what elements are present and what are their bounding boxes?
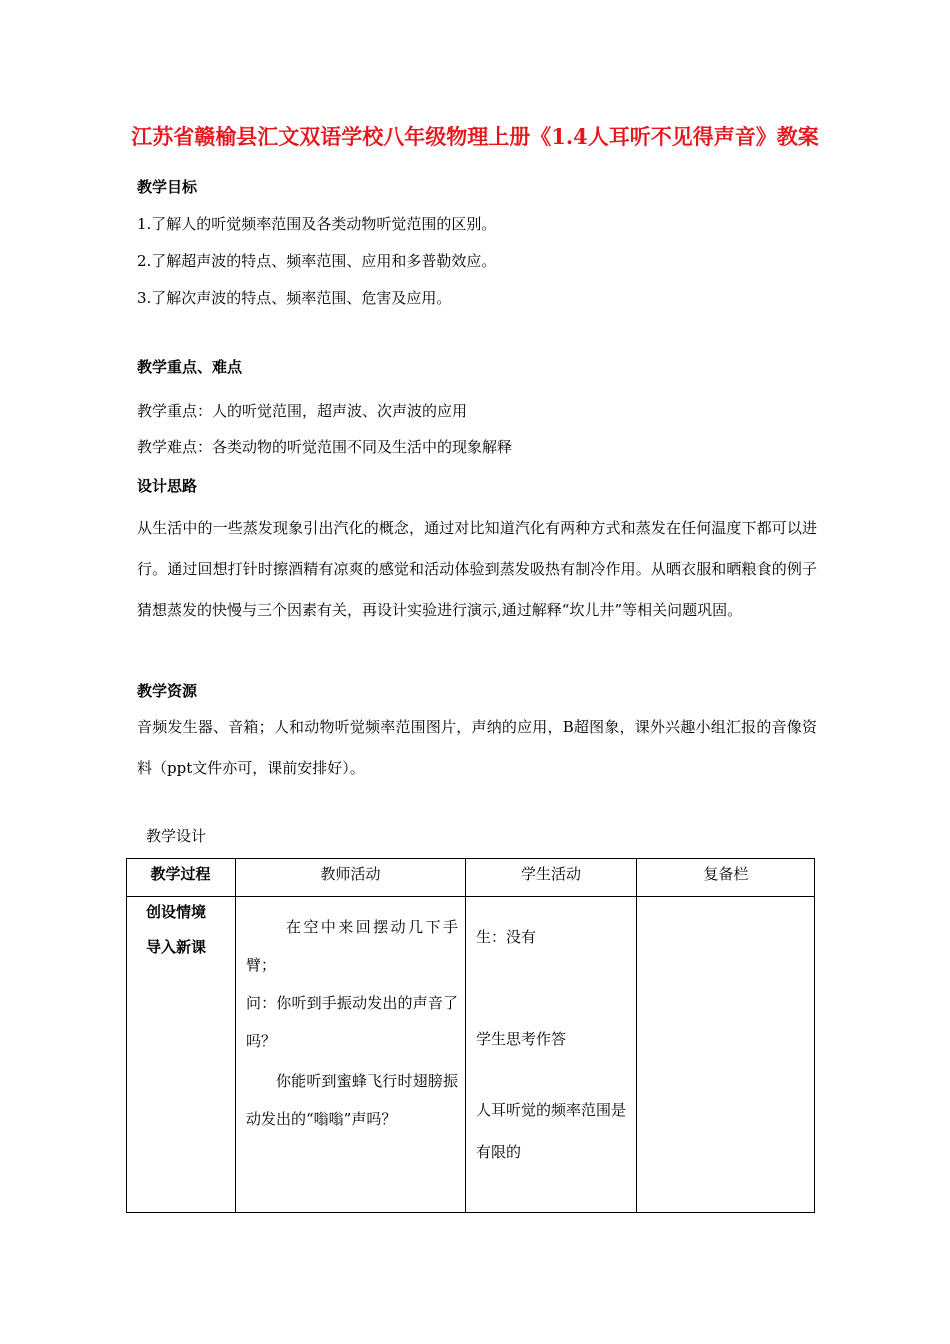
table-column-divider: [235, 858, 236, 1213]
student-activity-2: 学生思考作答: [476, 1030, 567, 1048]
teacher-activity-3: 你能听到蜜蜂飞行时翅膀振动发出的“嗡嗡”声吗？: [246, 1072, 458, 1128]
table-header-process: 教学过程: [150, 865, 211, 883]
key-points-heading: 教学重点、难点: [137, 358, 243, 376]
process-stage-line2: 导入新课: [146, 938, 207, 956]
process-stage-line1: 创设情境: [146, 903, 207, 921]
resources-text: 音频发生器、音箱；人和动物听觉频率范围图片，声纳的应用，B超图象，课外兴趣小组汇报的音像资料（ppt文件亦可，课前安排好）。: [137, 718, 817, 777]
page-title: 江苏省赣榆县汇文双语学校八年级物理上册《1.4人耳听不见得声音》教案: [131, 124, 819, 149]
key-point-difficulty: 教学难点：各类动物的听觉范围不同及生活中的现象解释: [137, 438, 513, 456]
objective-item-1: 1.了解人的听觉频率范围及各类动物听觉范围的区别。: [137, 215, 497, 233]
key-point-focus: 教学重点：人的听觉范围，超声波、次声波的应用: [137, 402, 468, 420]
objectives-heading: 教学目标: [137, 178, 198, 196]
table-column-divider: [465, 858, 466, 1213]
design-idea-heading: 设计思路: [137, 477, 198, 495]
resources-heading: 教学资源: [137, 682, 198, 700]
design-idea-text: 从生活中的一些蒸发现象引出汽化的概念，通过对比知道汽化有两种方式和蒸发在任何温度下都可以进行。通过回想打针时擦酒精有凉爽的感觉和活动体验到蒸发吸热有制冷作用。从晒衣服和晒粮食的例子猜想蒸发的快慢与三个因素有关，再设计实验进行演示,通过解释“坎儿井”等相关问题巩固。: [137, 519, 817, 619]
teacher-activity-2: 问：你听到手振动发出的声音了吗？: [246, 994, 458, 1050]
student-activity-1: 生：没有: [476, 928, 537, 946]
table-header-divider: [126, 896, 815, 897]
table-header-teacher: 教师活动: [320, 865, 381, 883]
table-header-student: 学生活动: [520, 865, 581, 883]
table-header-notes: 复备栏: [703, 865, 749, 883]
objective-item-3: 3.了解次声波的特点、频率范围、危害及应用。: [137, 289, 452, 307]
teaching-design-table: [126, 858, 815, 1213]
teaching-design-label: 教学设计: [146, 827, 207, 845]
student-activity-3: 人耳听觉的频率范围是有限的: [476, 1101, 627, 1161]
table-column-divider: [636, 858, 637, 1213]
teacher-activity-1: 在空中来回摆动几下手臂；: [246, 918, 458, 974]
objective-item-2: 2.了解超声波的特点、频率范围、应用和多普勒效应。: [137, 252, 497, 270]
